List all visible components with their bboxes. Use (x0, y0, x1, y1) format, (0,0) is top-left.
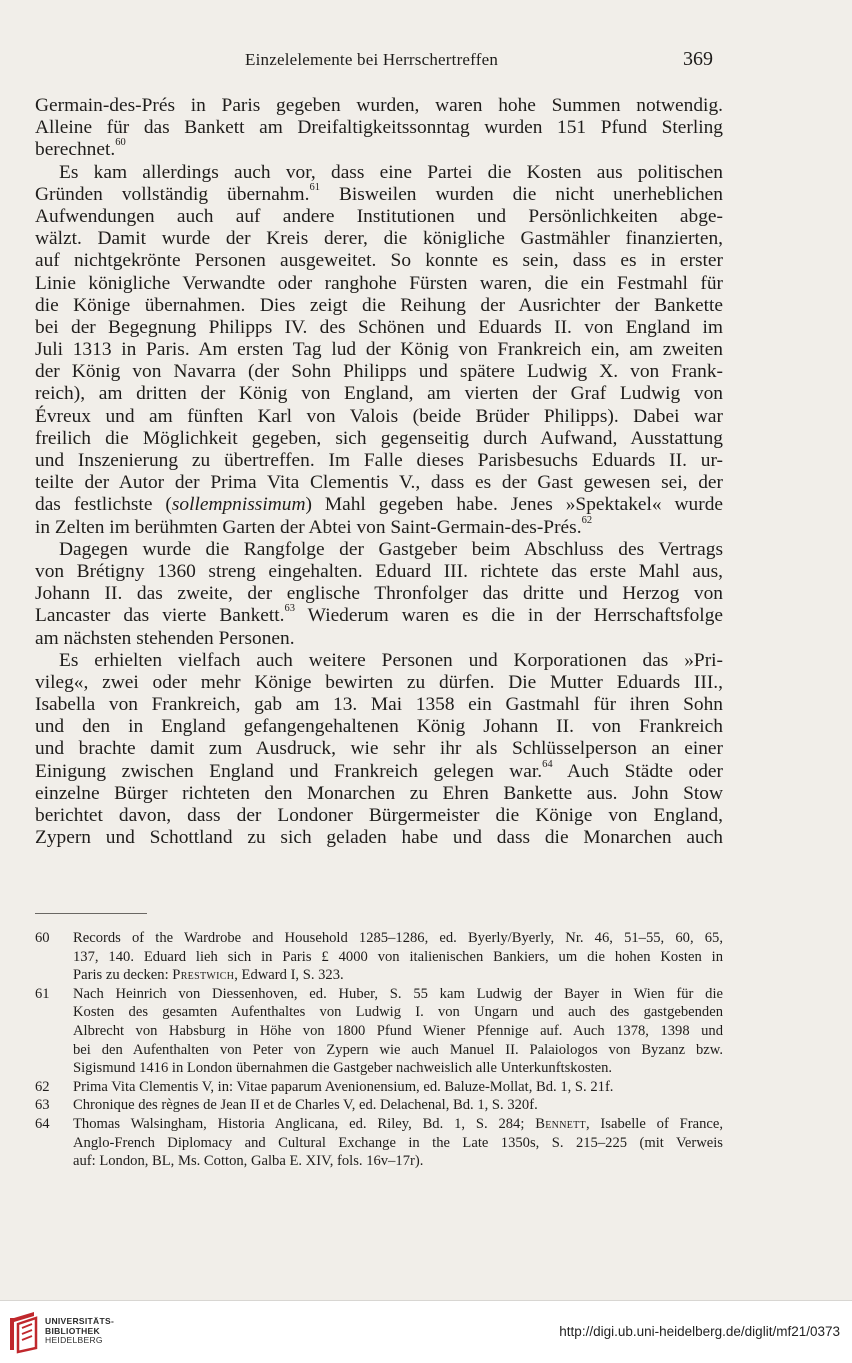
footnote-64: 64 Thomas Walsingham, Historia Anglicana, ed. Riley, Bd. 1, S. 284; Bennett, Isabelle of France, Anglo-French Diplomacy and Cultural Exchange in the Late 1350s, S. 215–225 (mit Verweis auf: London, BL, Ms. Cotton, Galba E. XIV, fols. 16v–17r). (35, 1115, 723, 1170)
footnote-62: 62 Prima Vita Clementis V, in: Vitae paparum Avenionensium, ed. Baluze-Mollat, Bd. 1, S. 21f. (35, 1078, 614, 1095)
text-line: der König von Navarra (der Sohn Philipps und spätere Ludwig X. von Frank- (35, 361, 723, 383)
footnote-number: 64 (35, 1115, 50, 1132)
footnote-ref-63[interactable]: 63 (284, 603, 296, 615)
text-line: Einigung zwischen England und Frankreich gelegen war.$^{64}$ Auch Städte oder (35, 758, 723, 782)
text-line: berichtet davon, dass der Londoner Bürgermeister die Könige von England, (35, 805, 723, 826)
latin-term: sollempnissimum (171, 494, 306, 516)
footnote-number: 62 (35, 1078, 50, 1095)
text-line: Lancaster das vierte Bankett.$^{63}$ Wiederum waren es die in der Herrschaftsfolge (35, 603, 723, 627)
text-line: Zypern und Schottland zu sich geladen habe und dass die Monarchen auch (35, 827, 723, 849)
footnote-ref-62[interactable]: 62 (581, 514, 593, 526)
page-number: 369 (683, 48, 713, 70)
library-name: UNIVERSITÄTS- BIBLIOTHEK HEIDELBERG (45, 1316, 115, 1345)
text-line: in Zelten im berühmten Garten der Abtei von Saint-Germain-des-Prés.$^{62}$ (35, 514, 593, 538)
text-line: von Brétigny 1360 streng eingehalten. Eduard III. richtete das erste Mahl aus, (35, 560, 723, 582)
text-line: die Könige übernahmen. Dies zeigt die Reihung der Ausrichter der Bankette (35, 294, 723, 316)
text-line: teilte der Autor der Prima Vita Clementis V., dass es der Gast gewesen sei, der (35, 472, 723, 494)
text-line: und den in England gefangengehaltenen König Johann II. von Frankreich (35, 716, 723, 738)
author-name: Prestwich (172, 967, 235, 984)
text-line: und brachte damit zum Ausdruck, wie sehr ihr als Schlüsselperson an einer (35, 738, 723, 760)
text-line: Linie königliche Verwandte oder ranghohe Fürsten waren, die ein Festmahl für (35, 272, 723, 294)
text-line: bei der Begegnung Philipps IV. des Schönen und Eduards II. von England im (35, 316, 723, 338)
footnote-ref-64[interactable]: 64 (542, 758, 553, 770)
text-line: Évreux und am fünften Karl von Valois (beide Brüder Philipps). Dabei war (35, 405, 723, 427)
text-line: das festlichste (sollempnissimum) Mahl gegeben habe. Jenes »Spektakel« wurde (35, 494, 723, 516)
text-line: Johann II. das zweite, der englische Thronfolger das dritte und Herzog von (35, 583, 723, 605)
footnote-63: 63 Chronique des règnes de Jean II et de Charles V, ed. Delachenal, Bd. 1, S. 320f. (35, 1097, 538, 1114)
text-line: vileg«, zwei oder mehr Könige bewirten zu dürfen. Die Mutter Eduards III., (35, 671, 723, 693)
text-line: Alleine für das Bankett am Dreifaltigkeitssonntag wurden 151 Pfund Sterling (35, 117, 723, 139)
text-line: Es kam allerdings auch vor, dass eine Partei die Kosten aus politischen (59, 161, 723, 183)
text-line: und Inszenierung zu übertreffen. Im Falle dieses Parisbesuchs Eduards II. ur- (35, 450, 723, 471)
running-head (0, 50, 852, 76)
text-line: berechnet.$^{60}$ (35, 137, 126, 161)
viewer-footer (0, 1300, 852, 1363)
text-line: wälzt. Damit wurde der Kreis derer, die königliche Gastmähler finanzierten, (35, 228, 723, 250)
footnote-number: 61 (35, 985, 50, 1002)
permalink-url[interactable]: http://digi.ub.uni-heidelberg.de/diglit/mf21/0373 (559, 1324, 840, 1339)
main-text (35, 95, 723, 849)
footnotes (35, 929, 723, 1171)
text-line: Gründen vollständig übernahm.$^{61}$ Bisweilen wurden die nicht unerheblichen (35, 181, 723, 205)
footnote-ref-60[interactable]: 60 (115, 137, 126, 149)
footnote-61: 61 Nach Heinrich von Diessenhoven, ed. Huber, S. 55 kam Ludwig der Bayer in Wien für die Kosten des gesamten Aufenthaltes von Ludwig I. von Ungarn und auch des gastgebenden Albrecht von Habsburg in Höhe von 1800 Pfund Wiener Pfennige auf. Auch 1378, 1398 und bei den Aufenthalten von Peter von Zypern wie auch Manuel II. Palaiologos von Byzanz bzw. Sigismund 1416 in London übernahmen die Gastgeber nachweislich alle Unterkunftskosten. (35, 985, 723, 1077)
library-logo-icon[interactable] (8, 1310, 40, 1354)
footnote-ref-61[interactable]: 61 (309, 181, 320, 193)
text-line: Es erhielten vielfach auch weitere Personen und Korporationen das »Pri- (59, 649, 723, 671)
footnote-number: 60 (35, 930, 50, 946)
text-line: Aufwendungen auch auf andere Institutionen und Persönlichkeiten abge- (35, 205, 723, 227)
running-title: Einzelelemente bei Herrschertreffen (245, 50, 499, 69)
text-line: reich), am dritten der König von England, am vierten der Graf Ludwig von (35, 383, 723, 405)
text-line: einzelne Bürger richteten den Monarchen zu Ehren Bankette aus. John Stow (35, 782, 723, 804)
author-name: Bennett (535, 1115, 586, 1132)
text-line: Dagegen wurde die Rangfolge der Gastgeber beim Abschluss des Vertrags (59, 538, 723, 560)
text-line: Juli 1313 in Paris. Am ersten Tag lud der König von Frankreich ein, am zweiten (35, 339, 723, 361)
footnote-60: 60 Records of the Wardrobe and Household 1285–1286, ed. Byerly/Byerly, Nr. 46, 51–55, 60, 65, 137, 140. Eduard lieh sich in Paris £ 4000 von italienischen Bankiers, um die hohen Kosten in Paris zu decken: Prestwich, Edward I, S. 323. (35, 930, 723, 984)
footnote-divider (35, 913, 147, 914)
footnote-number: 63 (35, 1097, 50, 1114)
text-line: Germain-des-Prés in Paris gegeben wurden, waren hohe Summen notwendig. (35, 95, 723, 116)
text-line: am nächsten stehenden Personen. (35, 627, 295, 649)
text-line: auf nichtgekrönte Personen ausgeweitet. So konnte es sein, dass es in erster (35, 250, 723, 272)
text-line: freilich die Möglichkeit gegeben, sich gegenseitig durch Aufwand, Ausstattung (35, 427, 723, 449)
text-line: Isabella von Frankreich, gab am 13. Mai 1358 ein Gastmahl für ihren Sohn (35, 694, 723, 716)
